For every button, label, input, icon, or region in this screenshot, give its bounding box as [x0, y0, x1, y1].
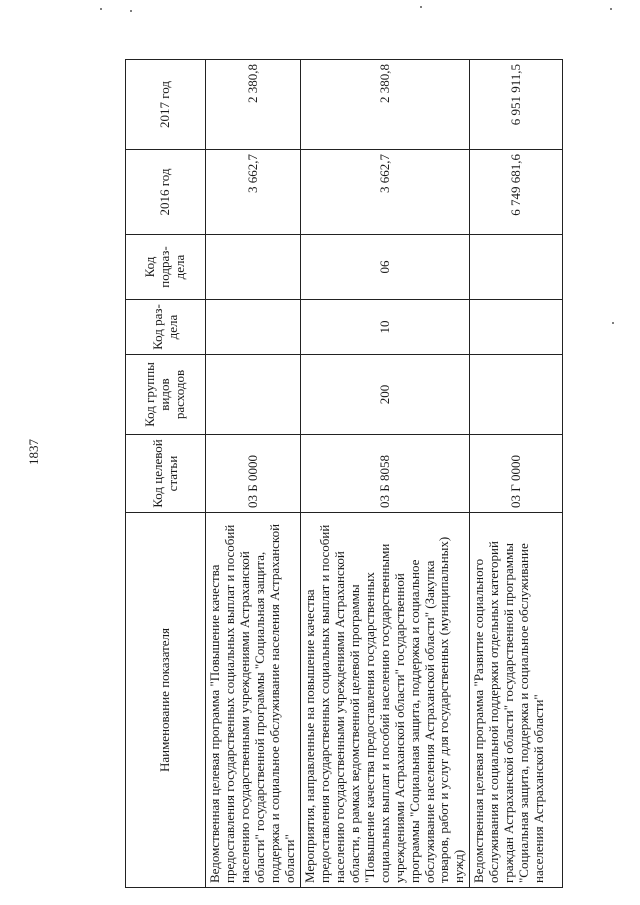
cell-subsection: 06 [301, 235, 470, 300]
cell-2016: 3 662,7 [206, 150, 301, 235]
cell-section [470, 300, 563, 355]
cell-target-code: 03 Б 8058 [301, 435, 470, 513]
scan-speck [612, 322, 614, 324]
scan-speck [130, 10, 132, 12]
cell-2017: 2 380,8 [301, 60, 470, 150]
table-row [470, 60, 563, 888]
scan-speck [100, 8, 102, 10]
page-number: 1837 [26, 439, 41, 465]
cell-target-code: 03 Г 0000 [470, 435, 563, 513]
header-section: Код раз-дела [126, 300, 206, 355]
cell-section: 10 [301, 300, 470, 355]
cell-2017: 2 380,8 [206, 60, 301, 150]
cell-2016: 3 662,7 [301, 150, 470, 235]
table-header-row [126, 60, 206, 888]
header-subsection: Код подраз-дела [126, 235, 206, 300]
rotated-table-wrapper [125, 60, 547, 888]
budget-table [125, 59, 563, 888]
cell-2017: 6 951 911,5 [470, 60, 563, 150]
scan-speck [610, 8, 612, 10]
cell-2016: 6 749 681,6 [470, 150, 563, 235]
cell-name: Ведомственная целевая программа "Повышение качества предоставления государственных социальных выплат и пособий населению государственными учреждениями Астраханской области" государственной программы "Социальная защита, поддержка и социальное обслуживание населения Астраханской области" [206, 513, 301, 888]
cell-subsection [470, 235, 563, 300]
cell-expense-group [470, 355, 563, 435]
cell-expense-group: 200 [301, 355, 470, 435]
cell-expense-group [206, 355, 301, 435]
header-expense-group: Код группы видов расходов [126, 355, 206, 435]
header-2017: 2017 год [126, 60, 206, 150]
cell-name: Мероприятия, направленные на повышение качества предоставления государственных социальных выплат и пособий населению государственными учреждениями Астраханской области, в рамках ведомственной целевой программы "Повышение качества предоставления государственных социальных выплат и пособий населению государственными учреждениями Астраханской области" государственной программы "Социальная защита, поддержка и социальное обслуживание населения Астраханской области" (Закупка товаров, работ и услуг для государственных (муниципальных) нужд) [301, 513, 470, 888]
cell-subsection [206, 235, 301, 300]
header-target-code: Код целевой статьи [126, 435, 206, 513]
header-indicator-name: Наименование показателя [126, 513, 206, 888]
table-row [206, 60, 301, 888]
cell-target-code: 03 Б 0000 [206, 435, 301, 513]
cell-section [206, 300, 301, 355]
cell-name: Ведомственная целевая программа "Развитие социального обслуживания и социальной поддержки отдельных категорий граждан Астраханской области" государственной программы "Социальная защита, поддержка и социальное обслуживание населения Астраханской области" [470, 513, 563, 888]
scan-speck [420, 6, 422, 8]
header-2016: 2016 год [126, 150, 206, 235]
table-row [301, 60, 470, 888]
